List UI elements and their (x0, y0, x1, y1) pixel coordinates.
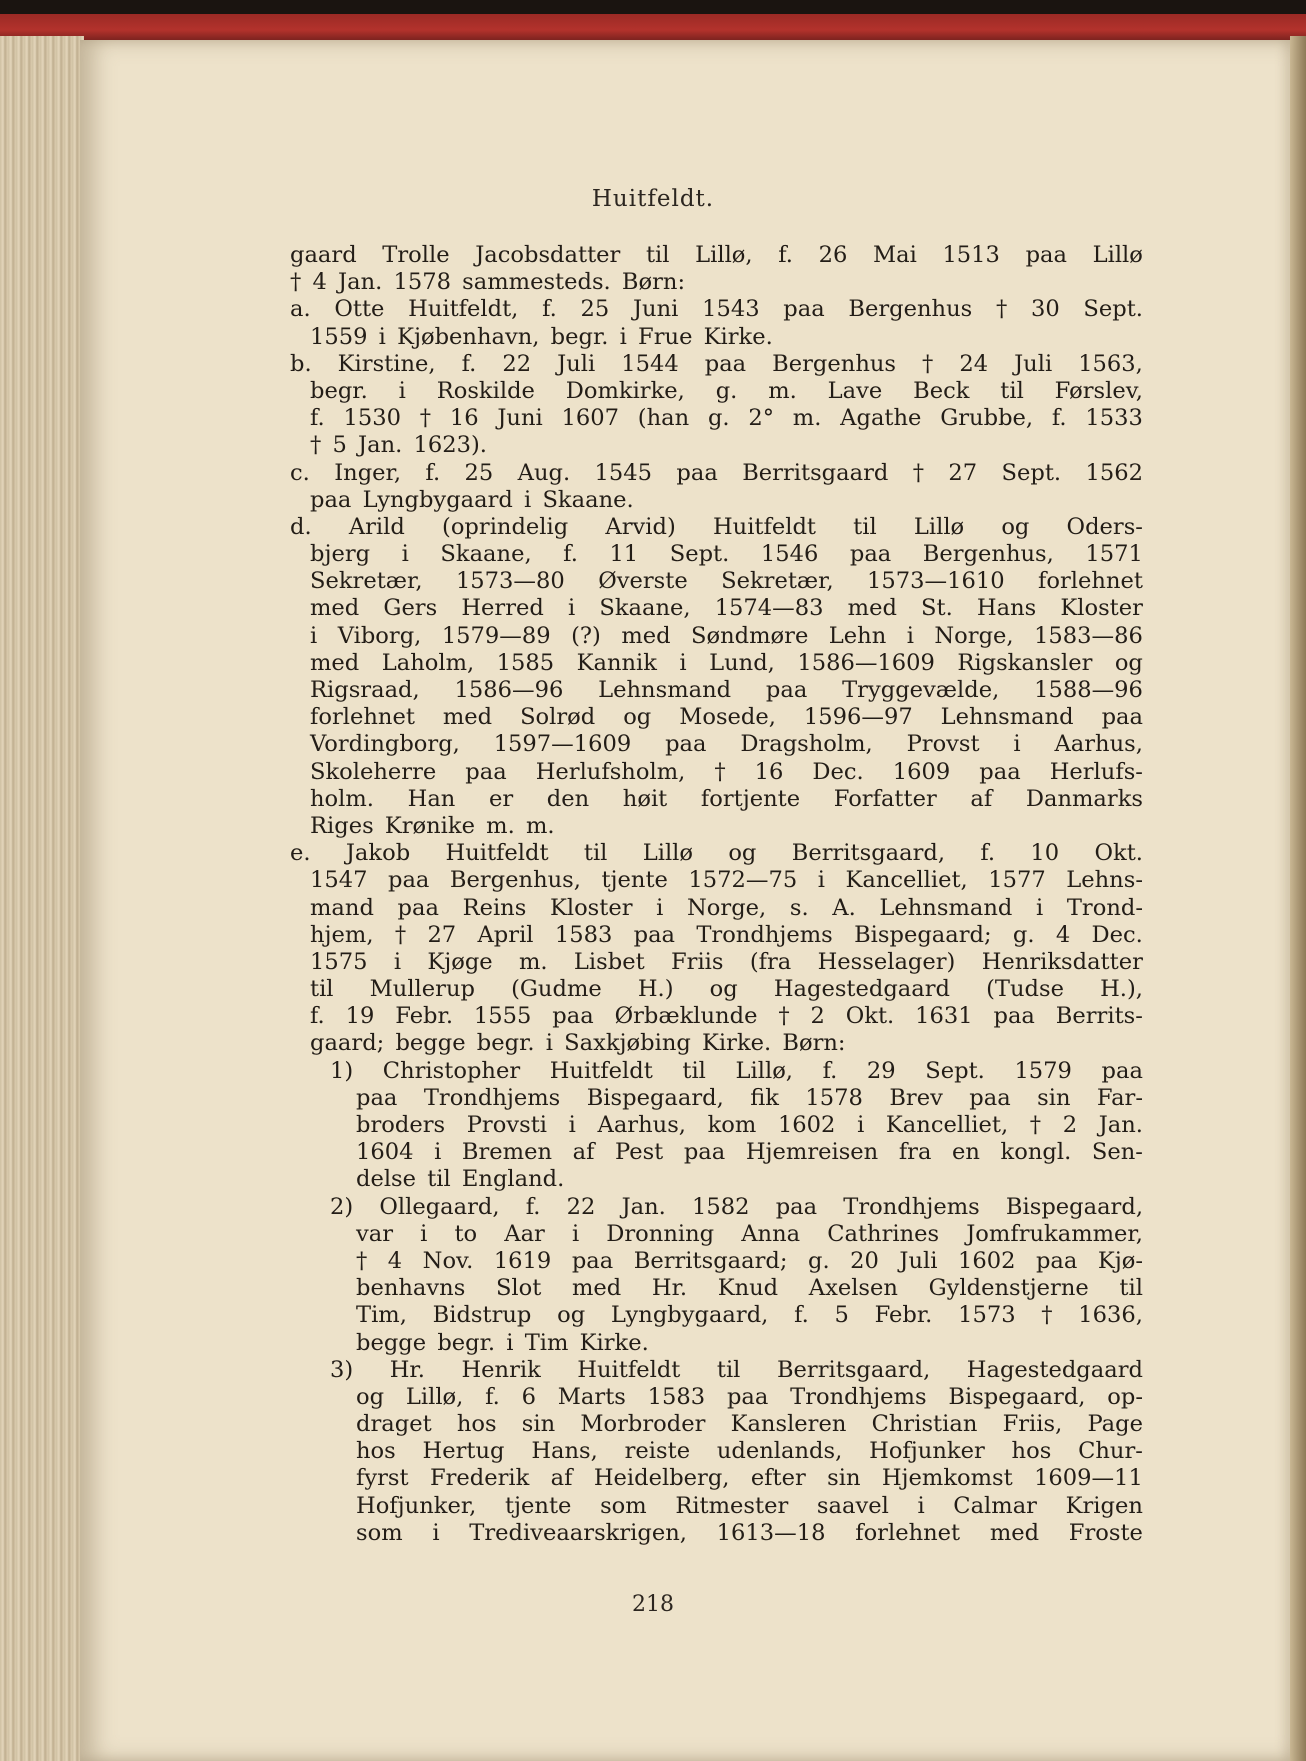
text-line: Skoleherre paa Herlufsholm, † 16 Dec. 1609 paa Herlufs- (310, 758, 1143, 785)
text-line: † 5 Jan. 1623). (310, 432, 487, 459)
page-number: 218 (632, 1592, 674, 1617)
text-line: paa Trondhjems Bispegaard, fik 1578 Brev paa sin Far- (356, 1084, 1143, 1111)
text-line: d. Arild (oprindelig Arvid) Huitfeldt til Lillø og Oders- (290, 513, 1143, 540)
text-line: Riges Krønike m. m. (310, 812, 555, 839)
text-line: 1575 i Kjøge m. Lisbet Friis (fra Hesselager) Henriksdatter (310, 948, 1143, 975)
text-line: 1604 i Bremen af Pest paa Hjemreisen fra en kongl. Sen- (356, 1139, 1143, 1166)
text-line: † 4 Nov. 1619 paa Berritsgaard; g. 20 Juli 1602 paa Kjø- (356, 1247, 1143, 1274)
text-line: 2) Ollegaard, f. 22 Jan. 1582 paa Trondhjems Bispegaard, (330, 1193, 1143, 1220)
page-right-edge (1290, 36, 1306, 1761)
text-line: f. 19 Febr. 1555 paa Ørbæklunde † 2 Okt. 1631 paa Berrits- (310, 1003, 1143, 1030)
text-line: mand paa Reins Kloster i Norge, s. A. Lehnsmand i Trond- (310, 894, 1143, 921)
running-header: Huitfeldt. (591, 186, 715, 212)
text-line: med Gers Herred i Skaane, 1574—83 med St. Hans Kloster (310, 595, 1143, 622)
text-line: hos Hertug Hans, reiste udenlands, Hofjunker hos Chur- (356, 1438, 1143, 1465)
text-line: Vordingborg, 1597—1609 paa Dragsholm, Provst i Aarhus, (310, 731, 1143, 758)
text-line: og Lillø, f. 6 Marts 1583 paa Trondhjems Bispegaard, op- (356, 1383, 1143, 1410)
text-line: delse til England. (356, 1166, 565, 1193)
text-line: 1547 paa Bergenhus, tjente 1572—75 i Kancelliet, 1577 Lehns- (310, 867, 1143, 894)
text-line: 3) Hr. Henrik Huitfeldt til Berritsgaard, Hagestedgaard (330, 1356, 1143, 1383)
text-line: med Laholm, 1585 Kannik i Lund, 1586—1609 Rigskansler og (310, 649, 1143, 676)
page-body-text (290, 242, 1143, 1547)
text-line: Rigsraad, 1586—96 Lehnsmand paa Tryggevælde, 1588—96 (310, 677, 1143, 703)
text-line: gaard; begge begr. i Saxkjøbing Kirke. Børn: (310, 1030, 846, 1057)
text-line: † 4 Jan. 1578 sammesteds. Børn: (290, 269, 686, 296)
text-line: begr. i Roskilde Domkirke, g. m. Lave Beck til Førslev, (310, 377, 1143, 404)
text-line: b. Kirstine, f. 22 Juli 1544 paa Bergenhus † 24 Juli 1563, (290, 350, 1143, 377)
text-line: som i Trediveaarskrigen, 1613—18 forlehnet med Froste (356, 1519, 1143, 1546)
text-line: paa Lyngbygaard i Skaane. (310, 486, 634, 513)
book-cover-spine (0, 0, 1306, 40)
text-line: Sekretær, 1573—80 Øverste Sekretær, 1573—1610 forlehnet (310, 568, 1143, 595)
text-line: holm. Han er den høit fortjente Forfatter af Danmarks (310, 785, 1143, 812)
text-line: til Mullerup (Gudme H.) og Hagestedgaard (Tudse H.), (310, 976, 1143, 1003)
text-line: begge begr. i Tim Kirke. (356, 1329, 649, 1356)
text-line: draget hos sin Morbroder Kansleren Christian Friis, Page (356, 1411, 1143, 1438)
text-line: gaard Trolle Jacobsdatter til Lillø, f. 26 Mai 1513 paa Lillø (290, 242, 1143, 268)
text-line: benhavns Slot med Hr. Knud Axelsen Gyldenstjerne til (356, 1275, 1143, 1302)
text-line: var i to Aar i Dronning Anna Cathrines Jomfrukammer, (356, 1220, 1143, 1247)
text-line: hjem, † 27 April 1583 paa Trondhjems Bispegaard; g. 4 Dec. (310, 921, 1143, 948)
text-line: fyrst Frederik af Heidelberg, efter sin Hjemkomst 1609—11 (356, 1465, 1143, 1492)
text-line: a. Otte Huitfeldt, f. 25 Juni 1543 paa Bergenhus † 30 Sept. (290, 296, 1143, 323)
text-line: broders Provsti i Aarhus, kom 1602 i Kancelliet, † 2 Jan. (356, 1112, 1143, 1138)
text-line: e. Jakob Huitfeldt til Lillø og Berritsgaard, f. 10 Okt. (290, 840, 1143, 867)
text-line: 1) Christopher Huitfeldt til Lillø, f. 29 Sept. 1579 paa (330, 1057, 1143, 1084)
text-line: c. Inger, f. 25 Aug. 1545 paa Berritsgaard † 27 Sept. 1562 (290, 459, 1143, 486)
text-line: bjerg i Skaane, f. 11 Sept. 1546 paa Bergenhus, 1571 (310, 541, 1143, 568)
text-line: 1559 i Kjøbenhavn, begr. i Frue Kirke. (310, 323, 773, 350)
text-line: i Viborg, 1579—89 (?) med Søndmøre Lehn i Norge, 1583—86 (310, 622, 1143, 649)
page-stack-edge (0, 36, 84, 1761)
text-line: Tim, Bidstrup og Lyngbygaard, f. 5 Febr. 1573 † 1636, (356, 1302, 1143, 1329)
text-line: Hofjunker, tjente som Ritmester saavel i Calmar Krigen (356, 1492, 1143, 1519)
text-line: forlehnet med Solrød og Mosede, 1596—97 Lehnsmand paa (310, 704, 1143, 731)
text-line: f. 1530 † 16 Juni 1607 (han g. 2° m. Agathe Grubbe, f. 1533 (310, 405, 1143, 432)
